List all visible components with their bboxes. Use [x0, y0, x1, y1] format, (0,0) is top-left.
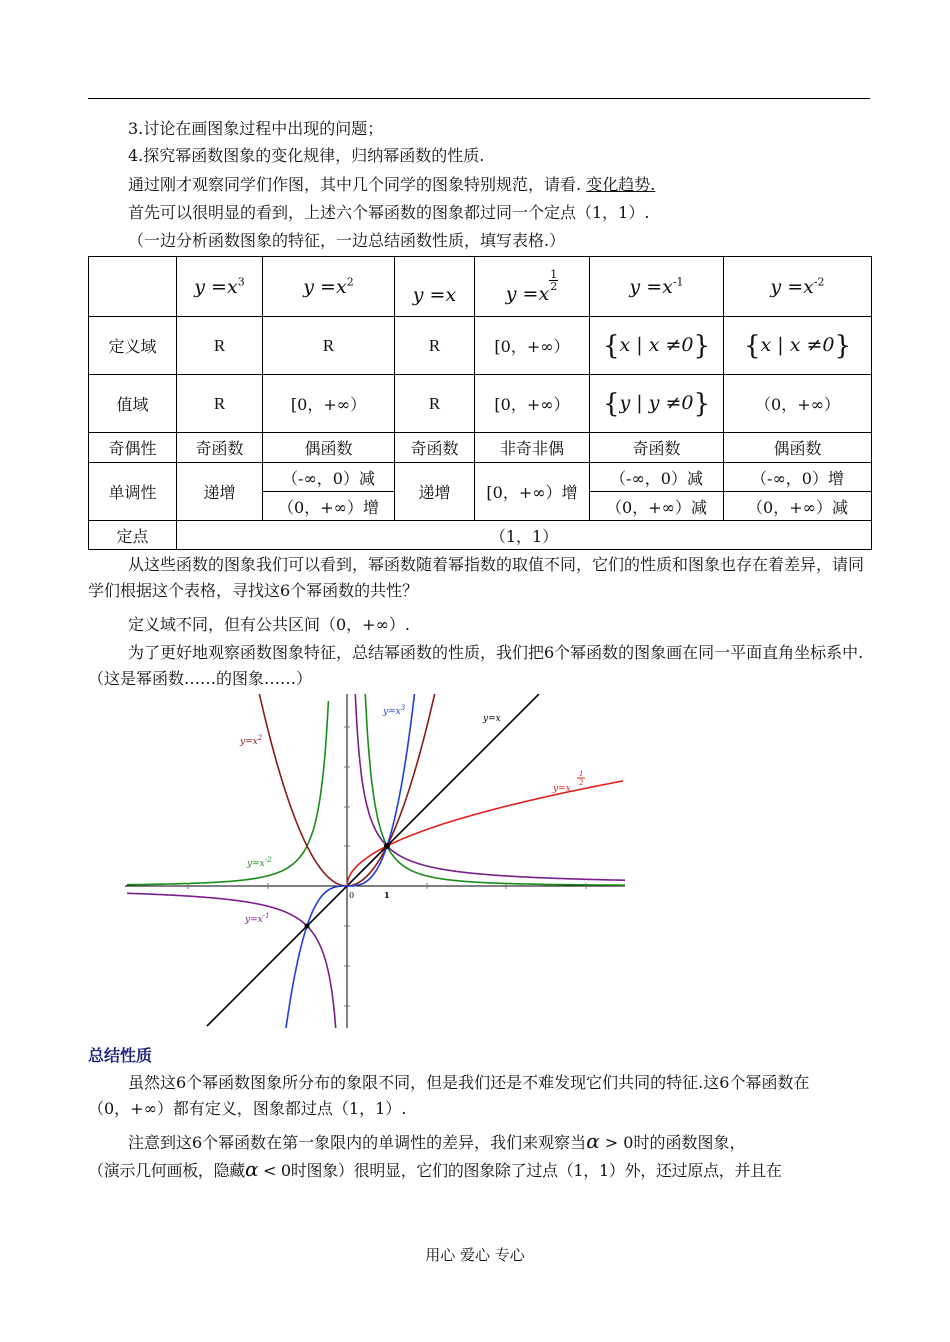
row-label-range: 值域 [89, 375, 177, 433]
fixed-point-value: （1，1） [177, 521, 872, 550]
table-row-fixed-point [89, 521, 872, 550]
parity-square: 偶函数 [263, 433, 395, 463]
table-row-range [89, 375, 872, 433]
domain-inverse-square: {x | x ≠0} [724, 317, 872, 375]
alpha-symbol: α [586, 1129, 600, 1153]
header-sqrt-den: 2 [550, 279, 558, 293]
label-sqrt: y=x [553, 784, 571, 794]
point-neg-one [305, 924, 310, 929]
curve-sqrt [347, 781, 623, 886]
table-header-row [89, 257, 872, 317]
range-linear: R [395, 375, 475, 433]
monotonic-linear: 递增 [395, 463, 475, 521]
range-sqrt: [0，+∞） [475, 375, 590, 433]
monotonic-inverse-pos: （0，+∞）减 [590, 492, 724, 521]
header-rule [88, 98, 870, 99]
gt-zero: > 0 [604, 1133, 634, 1152]
range-inverse: {y | y ≠0} [590, 375, 724, 433]
monotonic-inverse-neg: （-∞，0）减 [590, 463, 724, 492]
label-sqrt-den: 2 [579, 779, 584, 787]
range-inverse-square: （0，+∞） [724, 375, 872, 433]
label-sqrt-num: 1 [579, 770, 584, 778]
paragraph-fill-table: （一边分析函数图象的特征，一边总结函数性质，填写表格.） [128, 231, 566, 250]
domain-inverse-set: x | x ≠0 [619, 333, 694, 356]
range-square: [0，+∞） [263, 375, 395, 433]
domain-inverse: {x | x ≠0} [590, 317, 724, 375]
table-row-domain [89, 317, 872, 375]
paragraph-common-interval: 定义域不同，但有公共区间（0，+∞）. [128, 615, 411, 634]
header-inverse-exp: -1 [672, 275, 684, 289]
header-sqrt-base: y =x [505, 282, 550, 305]
parity-inverse: 奇函数 [590, 433, 724, 463]
row-label-domain: 定义域 [89, 317, 177, 375]
header-inverse-base: y =x [629, 275, 673, 298]
paragraph-demo [88, 1156, 870, 1184]
header-linear-base: y =x [412, 283, 457, 306]
label-cube: $y=x^3$ [383, 704, 406, 717]
monotonic-square-pos: （0，+∞）增 [263, 492, 395, 521]
table-row-monotonic-a [89, 463, 872, 492]
power-functions-graph [125, 694, 625, 1028]
header-square-exp: 2 [346, 275, 354, 289]
alpha-symbol-2: α [245, 1157, 259, 1181]
header-empty [89, 257, 177, 317]
header-sqrt [475, 257, 590, 317]
p10-text-b: 时的函数图象， [633, 1133, 746, 1152]
trend-link[interactable]: 变化趋势. [586, 175, 656, 194]
paragraph-observe [88, 172, 870, 198]
header-cube-base: y =x [194, 275, 238, 298]
label-one: 1 [384, 890, 390, 900]
monotonic-inverse-square-neg: （-∞，0）增 [724, 463, 872, 492]
header-cube [177, 257, 263, 317]
header-cube-exp: 3 [237, 275, 245, 289]
p11-text-a: （演示几何画板，隐藏 [88, 1161, 246, 1180]
parity-inverse-square: 偶函数 [724, 433, 872, 463]
domain-sqrt: [0，+∞） [475, 317, 590, 375]
header-square-base: y =x [303, 275, 347, 298]
point-one-one [384, 843, 390, 849]
monotonic-sqrt: [0，+∞）增 [475, 463, 590, 521]
curves [127, 694, 625, 1028]
curve-inverse-negative [127, 893, 336, 1028]
paragraph-same-plane: 为了更好地观察函数图象特征，总结幂函数的性质，我们把6个幂函数的图象画在同一平面直角坐标系中.（这是幂函数……的图象……） [88, 643, 864, 688]
properties-table [88, 256, 872, 550]
section-title-summary: 总结性质 [88, 1046, 153, 1065]
monotonic-inverse-square-pos: （0，+∞）减 [724, 492, 872, 521]
row-label-monotonic: 单调性 [89, 463, 177, 521]
table-row-parity [89, 433, 872, 463]
label-square: $y=x^2$ [240, 734, 263, 747]
header-inverse-square [724, 257, 872, 317]
page-footer: 用心 爱心 专心 [425, 1246, 525, 1264]
curve-cube [286, 694, 415, 1028]
paragraph-step4: 4.探究幂函数图象的变化规律，归纳幂函数的性质. [128, 146, 485, 165]
label-linear: y=x [483, 714, 501, 724]
observe-text: 通过刚才观察同学们作图，其中几个同学的图象特别规范，请看. [128, 175, 582, 194]
paragraph-differences: 从这些函数的图象我们可以看到，幂函数随着幂指数的取值不同，它们的性质和图象也存在着差异，请同学们根据这个表格，寻找这6个幂函数的共性？ [88, 555, 865, 600]
monotonic-square-neg: （-∞，0）减 [263, 463, 395, 492]
row-label-fixed-point: 定点 [89, 521, 177, 550]
label-inverse: $y=x^{-1}$ [245, 912, 270, 925]
parity-sqrt: 非奇非偶 [475, 433, 590, 463]
grid-axes [125, 694, 625, 1028]
paragraph-fixed-point: 首先可以很明显的看到，上述六个幂函数的图象都过同一个定点（1，1）. [128, 203, 650, 222]
paragraph-common-features: 虽然这6个幂函数图象所分布的象限不同，但是我们还是不难发现它们共同的特征.这6个幂函数在（0，+∞）都有定义，图象都过点（1，1）. [88, 1073, 810, 1118]
header-inverse-square-exp: -2 [813, 275, 825, 289]
header-inverse-square-base: y =x [770, 275, 814, 298]
range-inverse-set: y | y ≠0 [619, 391, 694, 414]
domain-inverse-square-set: x | x ≠0 [760, 333, 835, 356]
lt-zero: < 0 [263, 1161, 291, 1180]
domain-square: R [263, 317, 395, 375]
parity-cube: 奇函数 [177, 433, 263, 463]
p10-text-a: 注意到这6个幂函数在第一象限内的单调性的差异，我们来观察当 [128, 1133, 587, 1152]
domain-cube: R [177, 317, 263, 375]
row-label-parity: 奇偶性 [89, 433, 177, 463]
monotonic-cube: 递增 [177, 463, 263, 521]
header-square [263, 257, 395, 317]
parity-linear: 奇函数 [395, 433, 475, 463]
domain-linear: R [395, 317, 475, 375]
header-linear [395, 257, 475, 317]
header-sqrt-num: 1 [550, 267, 558, 281]
header-inverse [590, 257, 724, 317]
label-inverse-square: $y=x^{-2}$ [247, 856, 272, 869]
curve-labels [239, 704, 585, 925]
paragraph-monotonic-diff [88, 1128, 870, 1156]
label-origin: 0 [349, 891, 355, 900]
range-cube: R [177, 375, 263, 433]
p11-text-b: 时图象）很明显，它们的图象除了过点（1，1）外，还过原点，并且在 [290, 1161, 782, 1180]
paragraph-step3: 3.讨论在画图象过程中出现的问题； [128, 119, 384, 138]
